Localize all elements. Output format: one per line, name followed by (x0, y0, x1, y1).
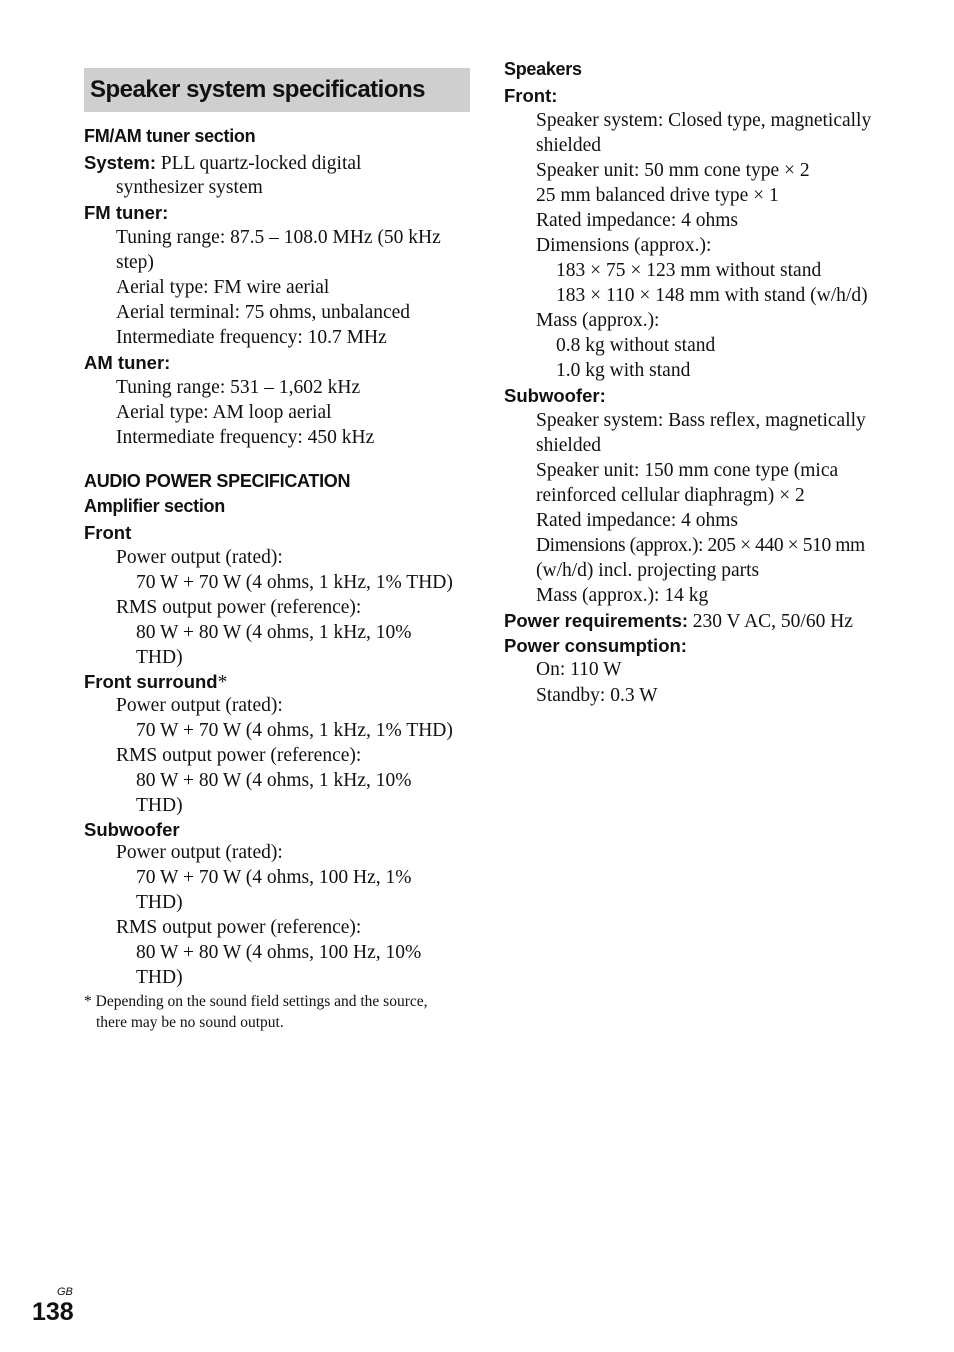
speaker-dim-line: 183 × 75 × 123 mm without stand (556, 260, 822, 281)
speaker-sub-line: Rated impedance: 4 ohms (536, 510, 738, 531)
speakers-subwoofer-label: Subwoofer: (504, 385, 606, 406)
speaker-dim-line: 183 × 110 × 148 mm with stand (w/h/d) (556, 285, 868, 306)
system-value: PLL quartz-locked digital (160, 153, 362, 174)
am-line: Aerial type: AM loop aerial (116, 402, 332, 423)
surround-line: 80 W + 80 W (4 ohms, 1 kHz, 10% (136, 770, 412, 791)
speaker-front-line: Rated impedance: 4 ohms (536, 210, 738, 231)
fm-line: Aerial terminal: 75 ohms, unbalanced (116, 302, 411, 323)
audio-power-heading: AUDIO POWER SPECIFICATION (84, 471, 351, 491)
subwoofer-label: Subwoofer (84, 819, 180, 840)
speaker-sub-line: Mass (approx.): 14 kg (536, 585, 709, 606)
front-line: RMS output power (reference): (116, 597, 362, 618)
power-consumption-label: Power consumption: (504, 635, 687, 656)
power-requirements-row (504, 608, 853, 634)
speaker-front-line: Dimensions (approx.): (536, 235, 712, 256)
surround-line: RMS output power (reference): (116, 745, 362, 766)
surround-line: THD) (136, 795, 183, 816)
speaker-mass-line: 1.0 kg with stand (556, 360, 691, 381)
power-consumption-line: On: 110 W (536, 659, 622, 680)
speaker-sub-line: Speaker unit: 150 mm cone type (mica (536, 460, 839, 481)
am-line: Intermediate frequency: 450 kHz (116, 427, 375, 448)
speaker-mass-line: 0.8 kg without stand (556, 335, 716, 356)
am-tuner-label: AM tuner: (84, 352, 171, 373)
sub-line: THD) (136, 967, 183, 988)
power-requirements-value: 230 V AC, 50/60 Hz (692, 611, 853, 632)
front-surround-label: Front surround (84, 671, 218, 692)
fm-line: step) (116, 252, 154, 273)
speaker-mass-label: Mass (approx.): (536, 310, 660, 331)
speaker-front-line: shielded (536, 135, 601, 156)
fm-line: Intermediate frequency: 10.7 MHz (116, 327, 387, 348)
sub-line: Power output (rated): (116, 842, 283, 863)
page-number: 138 (32, 1298, 74, 1326)
power-consumption-line: Standby: 0.3 W (536, 685, 658, 706)
speakers-heading: Speakers (504, 59, 582, 79)
sub-line: 80 W + 80 W (4 ohms, 100 Hz, 10% (136, 942, 422, 963)
speakers-front-label: Front: (504, 85, 558, 106)
amplifier-heading: Amplifier section (84, 496, 225, 516)
front-line: 80 W + 80 W (4 ohms, 1 kHz, 10% (136, 622, 412, 643)
speaker-sub-line: Dimensions (approx.): 205 × 440 × 510 mm (536, 535, 865, 556)
power-requirements-label: Power requirements: (504, 610, 689, 631)
speaker-sub-line: reinforced cellular diaphragm) × 2 (536, 485, 805, 506)
sub-line: THD) (136, 892, 183, 913)
speaker-sub-line: (w/h/d) incl. projecting parts (536, 560, 760, 581)
sub-line: 70 W + 70 W (4 ohms, 100 Hz, 1% (136, 867, 412, 888)
fm-tuner-label: FM tuner: (84, 202, 169, 223)
system-label: System: (84, 152, 156, 173)
fm-line: Aerial type: FM wire aerial (116, 277, 330, 298)
region-code: GB (57, 1286, 73, 1298)
front-line: Power output (rated): (116, 547, 283, 568)
front-surround-row (84, 669, 227, 695)
surround-line: 70 W + 70 W (4 ohms, 1 kHz, 1% THD) (136, 720, 453, 741)
section-title: Speaker system specifications (84, 68, 470, 112)
speaker-sub-line: shielded (536, 435, 601, 456)
front-label: Front (84, 522, 132, 543)
speaker-front-line: 25 mm balanced drive type × 1 (536, 185, 779, 206)
system-row (84, 150, 361, 176)
front-line: 70 W + 70 W (4 ohms, 1 kHz, 1% THD) (136, 572, 453, 593)
fm-line: Tuning range: 87.5 – 108.0 MHz (50 kHz (116, 227, 441, 248)
speaker-front-line: Speaker system: Closed type, magnetically (536, 110, 872, 131)
surround-line: Power output (rated): (116, 695, 283, 716)
footnote-mark: * (217, 672, 228, 693)
footnote-line: there may be no sound output. (96, 1014, 284, 1031)
front-line: THD) (136, 647, 183, 668)
am-line: Tuning range: 531 – 1,602 kHz (116, 377, 361, 398)
sub-line: RMS output power (reference): (116, 917, 362, 938)
footnote-line: * Depending on the sound field settings and the source, (84, 993, 428, 1010)
system-value-cont: synthesizer system (116, 177, 263, 198)
speaker-sub-line: Speaker system: Bass reflex, magnetically (536, 410, 866, 431)
tuner-heading: FM/AM tuner section (84, 126, 256, 146)
speaker-front-line: Speaker unit: 50 mm cone type × 2 (536, 160, 810, 181)
